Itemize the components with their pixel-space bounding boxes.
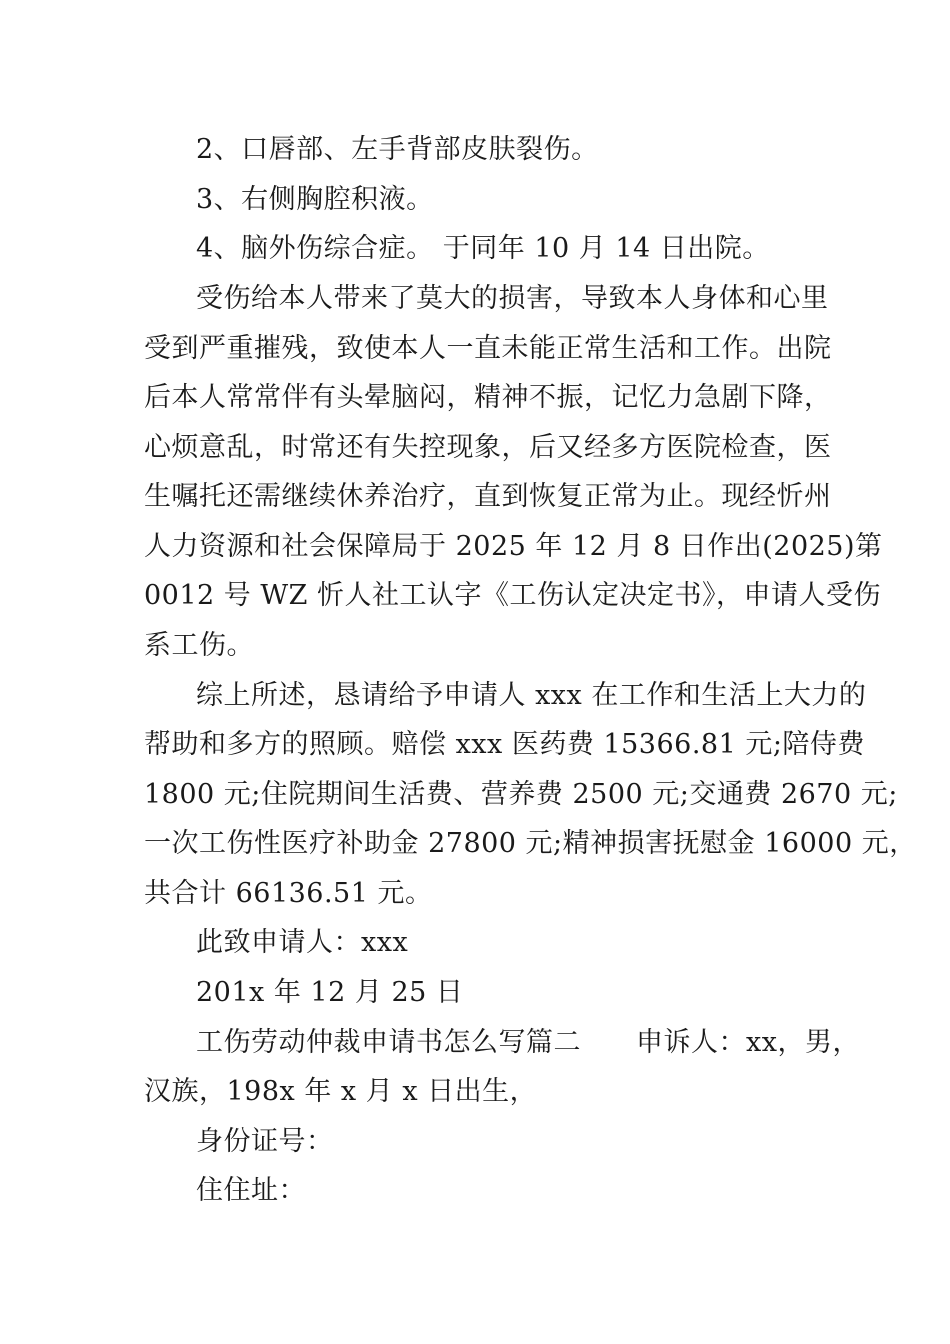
id-number-label: 身份证号： [196, 1126, 334, 1157]
paragraph-line: 生嘱托还需继续休养治疗，直到恢复正常为止。现经忻州 [144, 481, 832, 512]
text-line: 3、右侧胸腔积液。 [196, 184, 434, 215]
text-line: 2、口唇部、左手背部皮肤裂伤。 [196, 134, 599, 165]
paragraph-line: 人力资源和社会保障局于 2025 年 12 月 8 日作出(2025)第 [144, 531, 883, 562]
section-heading-line: 工伤劳动仲裁申请书怎么写篇二 申诉人：xx，男， [196, 1027, 860, 1058]
paragraph-line: 后本人常常伴有头晕脑闷，精神不振，记忆力急剧下降， [144, 382, 832, 413]
text-line: 4、脑外伤综合症。 于同年 10 月 14 日出院。 [196, 233, 770, 264]
paragraph-line: 受伤给本人带来了莫大的损害，导致本人身体和心里 [196, 283, 829, 314]
address-label: 住住址： [196, 1175, 306, 1206]
paragraph-line: 1800 元;住院期间生活费、营养费 2500 元;交通费 2670 元; [144, 779, 898, 810]
paragraph-line: 帮助和多方的照顾。赔偿 xxx 医药费 15366.81 元;陪侍费 [144, 729, 865, 760]
closing-line: 此致申请人：xxx [196, 927, 409, 958]
paragraph-line: 一次工伤性医疗补助金 27800 元;精神损害抚慰金 16000 元， [144, 828, 917, 859]
paragraph-line: 共合计 66136.51 元。 [144, 878, 433, 909]
paragraph-line: 0012 号 WZ 忻人社工认字《工伤认定决定书》，申请人受伤 [144, 580, 881, 611]
paragraph-line: 受到严重摧残，致使本人一直未能正常生活和工作。出院 [144, 333, 832, 364]
paragraph-line: 综上所述，恳请给予申请人 xxx 在工作和生活上大力的 [196, 680, 867, 711]
paragraph-line: 心烦意乱，时常还有失控现象，后又经多方医院检查，医 [144, 432, 832, 463]
paragraph-line: 汉族，198x 年 x 月 x 日出生， [144, 1076, 538, 1107]
paragraph-line: 系工伤。 [144, 630, 254, 661]
date-line: 201x 年 12 月 25 日 [196, 977, 464, 1008]
